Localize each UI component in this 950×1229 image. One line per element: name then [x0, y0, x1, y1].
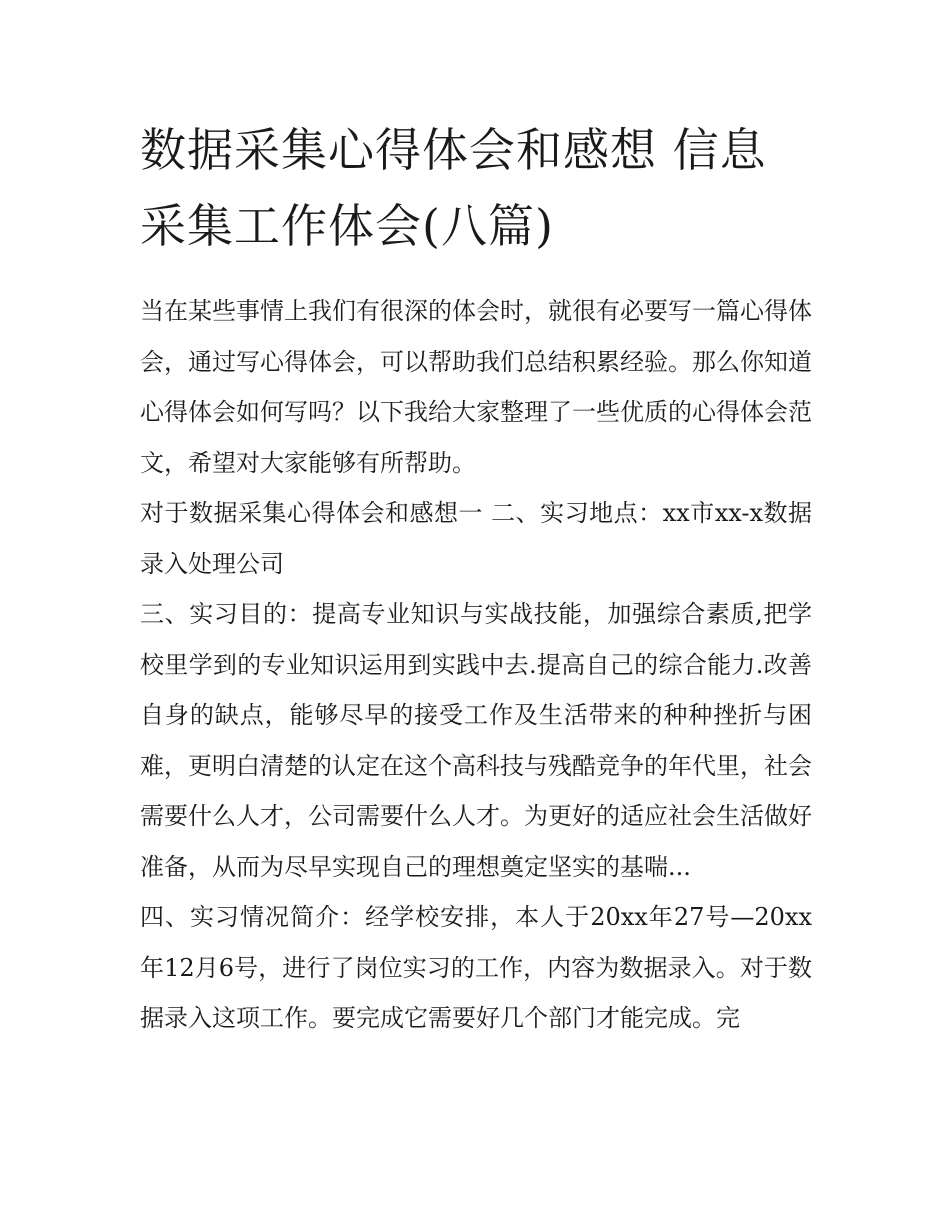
document-title: 数据采集心得体会和感想 信息采集工作体会(八篇) — [140, 123, 767, 253]
document-content — [140, 112, 812, 1044]
paragraph-summary: 四、实习情况简介：经学校安排，本人于20xx年27号—20xx年12月6号，进行了岗位实习的工作，内容为数据录入。对于数据录入这项工作。要完成它需要好几个部门才能完成。完 — [140, 903, 812, 1032]
paragraph-purpose: 三、实习目的：提高专业知识与实战技能，加强综合素质,把学校里学到的专业知识运用到实践中去.提高自己的综合能力.改善自身的缺点，能够尽早的接受工作及生活带来的种种挫折与困难，更明白清楚的认定在这个高科技与残酷竞争的年代里，社会需要什么人才，公司需要什么人才。为更好的适应社会生活做好准备，从而为尽早实现自己的理想奠定坚实的基喘... — [140, 600, 812, 881]
paragraph-intro: 当在某些事情上我们有很深的体会时，就很有必要写一篇心得体会，通过写心得体会，可以帮助我们总结积累经验。那么你知道心得体会如何写吗？以下我给大家整理了一些优质的心得体会范文，希望对大家能够有所帮助。 — [140, 297, 812, 477]
paragraph-location: 对于数据采集心得体会和感想一 二、实习地点：xx市xx-x数据录入处理公司 — [140, 499, 812, 578]
